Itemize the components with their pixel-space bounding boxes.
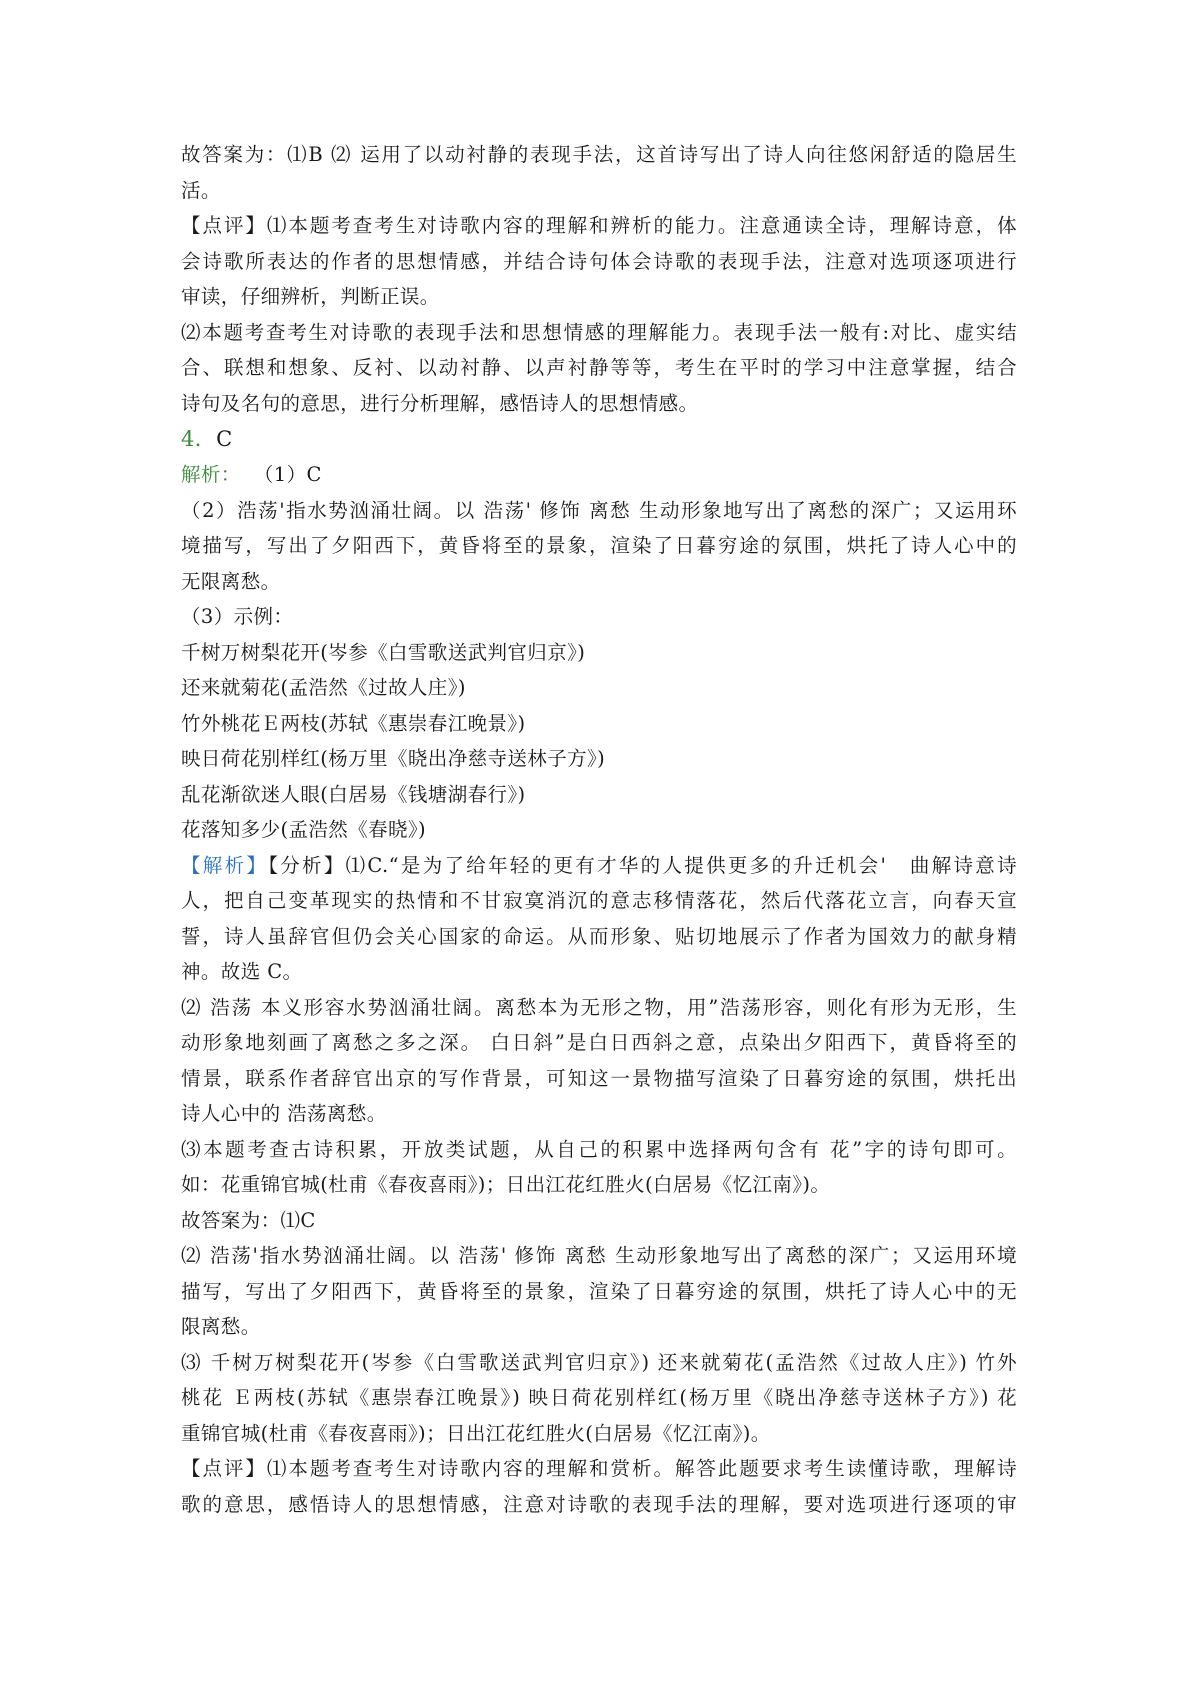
analysis-line: [181, 848, 1017, 884]
text-line: 桃花 Ｅ两枝(苏轼《惠崇春江晚景》) 映日荷花别样红(杨万里《晓出净慈寺送林子方》) 花: [181, 1386, 1017, 1409]
text-line: 无限离愁。: [181, 569, 281, 593]
example-line: 花落知多少(孟浩然《春晓》): [181, 818, 427, 841]
question-number: 4．: [181, 427, 217, 451]
text-line: 境描写，写出了夕阳西下，黄昏将至的景象，渲染了日暮穷途的氛围，烘托了诗人心中的: [181, 534, 1017, 557]
analysis-tag: 【解析】: [181, 853, 269, 877]
jiexi-line: [181, 457, 1017, 493]
question-heading: [181, 421, 1017, 457]
example-line: 还来就菊花(孟浩然《过故人庄》): [181, 676, 466, 699]
text-line: 人，把自己变革现实的热情和不甘寂寞消沉的意志移情落花，然后代落花立言，向春天宣: [181, 889, 1017, 912]
text-line: 神。故选 C。: [181, 960, 303, 983]
example-label: （3）示例：: [181, 605, 294, 628]
text-line: 誓，诗人虽辞官但仍会关心国家的命运。从而形象、贴切地展示了作者为国效力的献身精: [181, 924, 1017, 948]
text-line: 限离愁。: [181, 1315, 261, 1338]
jiexi-label: 解析：: [181, 463, 241, 486]
example-line: 千树万树梨花开(岑参《白雪歌送武判官归京》): [181, 640, 586, 664]
document-page: [181, 137, 1017, 1522]
text-line: 会诗歌所表达的作者的思想情感，并结合诗句体会诗歌的表现手法，注意对选项逐项进行: [181, 249, 1017, 273]
analysis-text: 【分析】⑴C.“是为了给年轻的更有才华的人提供更多的升迁机会' 曲解诗意诗: [268, 853, 1017, 877]
text-line: ⑵ 浩荡'指水势汹涌壮阔。以 浩荡' 修饰 离愁 生动形象地写出了离愁的深广；又运用环境: [181, 1244, 1017, 1267]
text-line: 【点评】⑴本题考查考生对诗歌内容的理解和赏析。解答此题要求考生读懂诗歌，理解诗: [181, 1457, 1017, 1480]
text-line: 故答案为：⑴B ⑵ 运用了以动衬静的表现手法，这首诗写出了诗人向往悠闲舒适的隐居生: [181, 143, 1017, 166]
text-line: 重锦官城(杜甫《春夜喜雨》)；日出江花红胜火(白居易《忆江南》)。: [181, 1421, 771, 1445]
text-line: 【点评】⑴本题考查考生对诗歌内容的理解和辨析的能力。注意通读全诗，理解诗意，体: [181, 214, 1017, 237]
text-line: 歌的意思，感悟诗人的思想情感，注意对诗歌的表现手法的理解，要对选项进行逐项的审: [181, 1492, 1017, 1516]
text-line: 描写，写出了夕阳西下，黄昏将至的景象，渲染了日暮穷途的氛围，烘托了诗人心中的无: [181, 1279, 1017, 1303]
text-line: 活。: [181, 178, 221, 202]
text-line: ⑵ 浩荡 本义形容水势汹涌壮阔。离愁本为无形之物，用”浩荡形容，则化有形为无形，生: [181, 995, 1017, 1019]
example-line: 竹外桃花Ｅ两枝(苏轼《惠崇春江晚景》): [181, 711, 526, 735]
text-line: 故答案为：⑴C: [181, 1208, 316, 1232]
text-line: ⑶ 千树万树梨花开(岑参《白雪歌送武判官归京》) 还来就菊花(孟浩然《过故人庄》) 竹外: [181, 1350, 1017, 1374]
text-line: ⑶本题考查古诗积累，开放类试题，从自己的积累中选择两句含有 花”字的诗句即可。: [181, 1137, 1017, 1161]
text-line: 审读，仔细辨析，判断正误。: [181, 285, 440, 308]
text-line: ⑵本题考查考生对诗歌的表现手法和思想情感的理解能力。表现手法一般有:对比、虚实结: [181, 320, 1017, 344]
example-line: 映日荷花别样红(杨万里《晓出净慈寺送林子方》): [181, 747, 606, 770]
jiexi-value: （1）C: [253, 463, 322, 486]
text-line: （2）浩荡'指水势汹涌壮阔。以 浩荡' 修饰 离愁 生动形象地写出了离愁的深广；又运用环: [181, 498, 1017, 522]
text-line: 如：花重锦官城(杜甫《春夜喜雨》)；日出江花红胜火(白居易《忆江南》)。: [181, 1173, 831, 1196]
text-line: 合、联想和想象、反衬、以动衬静、以声衬静等等，考生在平时的学习中注意掌握，结合: [181, 356, 1017, 379]
text-line: 诗句及名句的意思，进行分析理解，感悟诗人的思想情感。: [181, 391, 699, 415]
text-line: 诗人心中的 浩荡离愁。: [181, 1102, 387, 1125]
question-answer: C: [216, 427, 233, 451]
text-line: 动形象地刻画了离愁之多之深。 白日斜”是白日西斜之意，点染出夕阳西下，黄昏将至的: [181, 1031, 1017, 1054]
example-line: 乱花渐欲迷人眼(白居易《钱塘湖春行》): [181, 782, 526, 806]
text-line: 情景，联系作者辞官出京的写作背景，可知这一景物描写渲染了日暮穷途的氛围，烘托出: [181, 1066, 1017, 1090]
